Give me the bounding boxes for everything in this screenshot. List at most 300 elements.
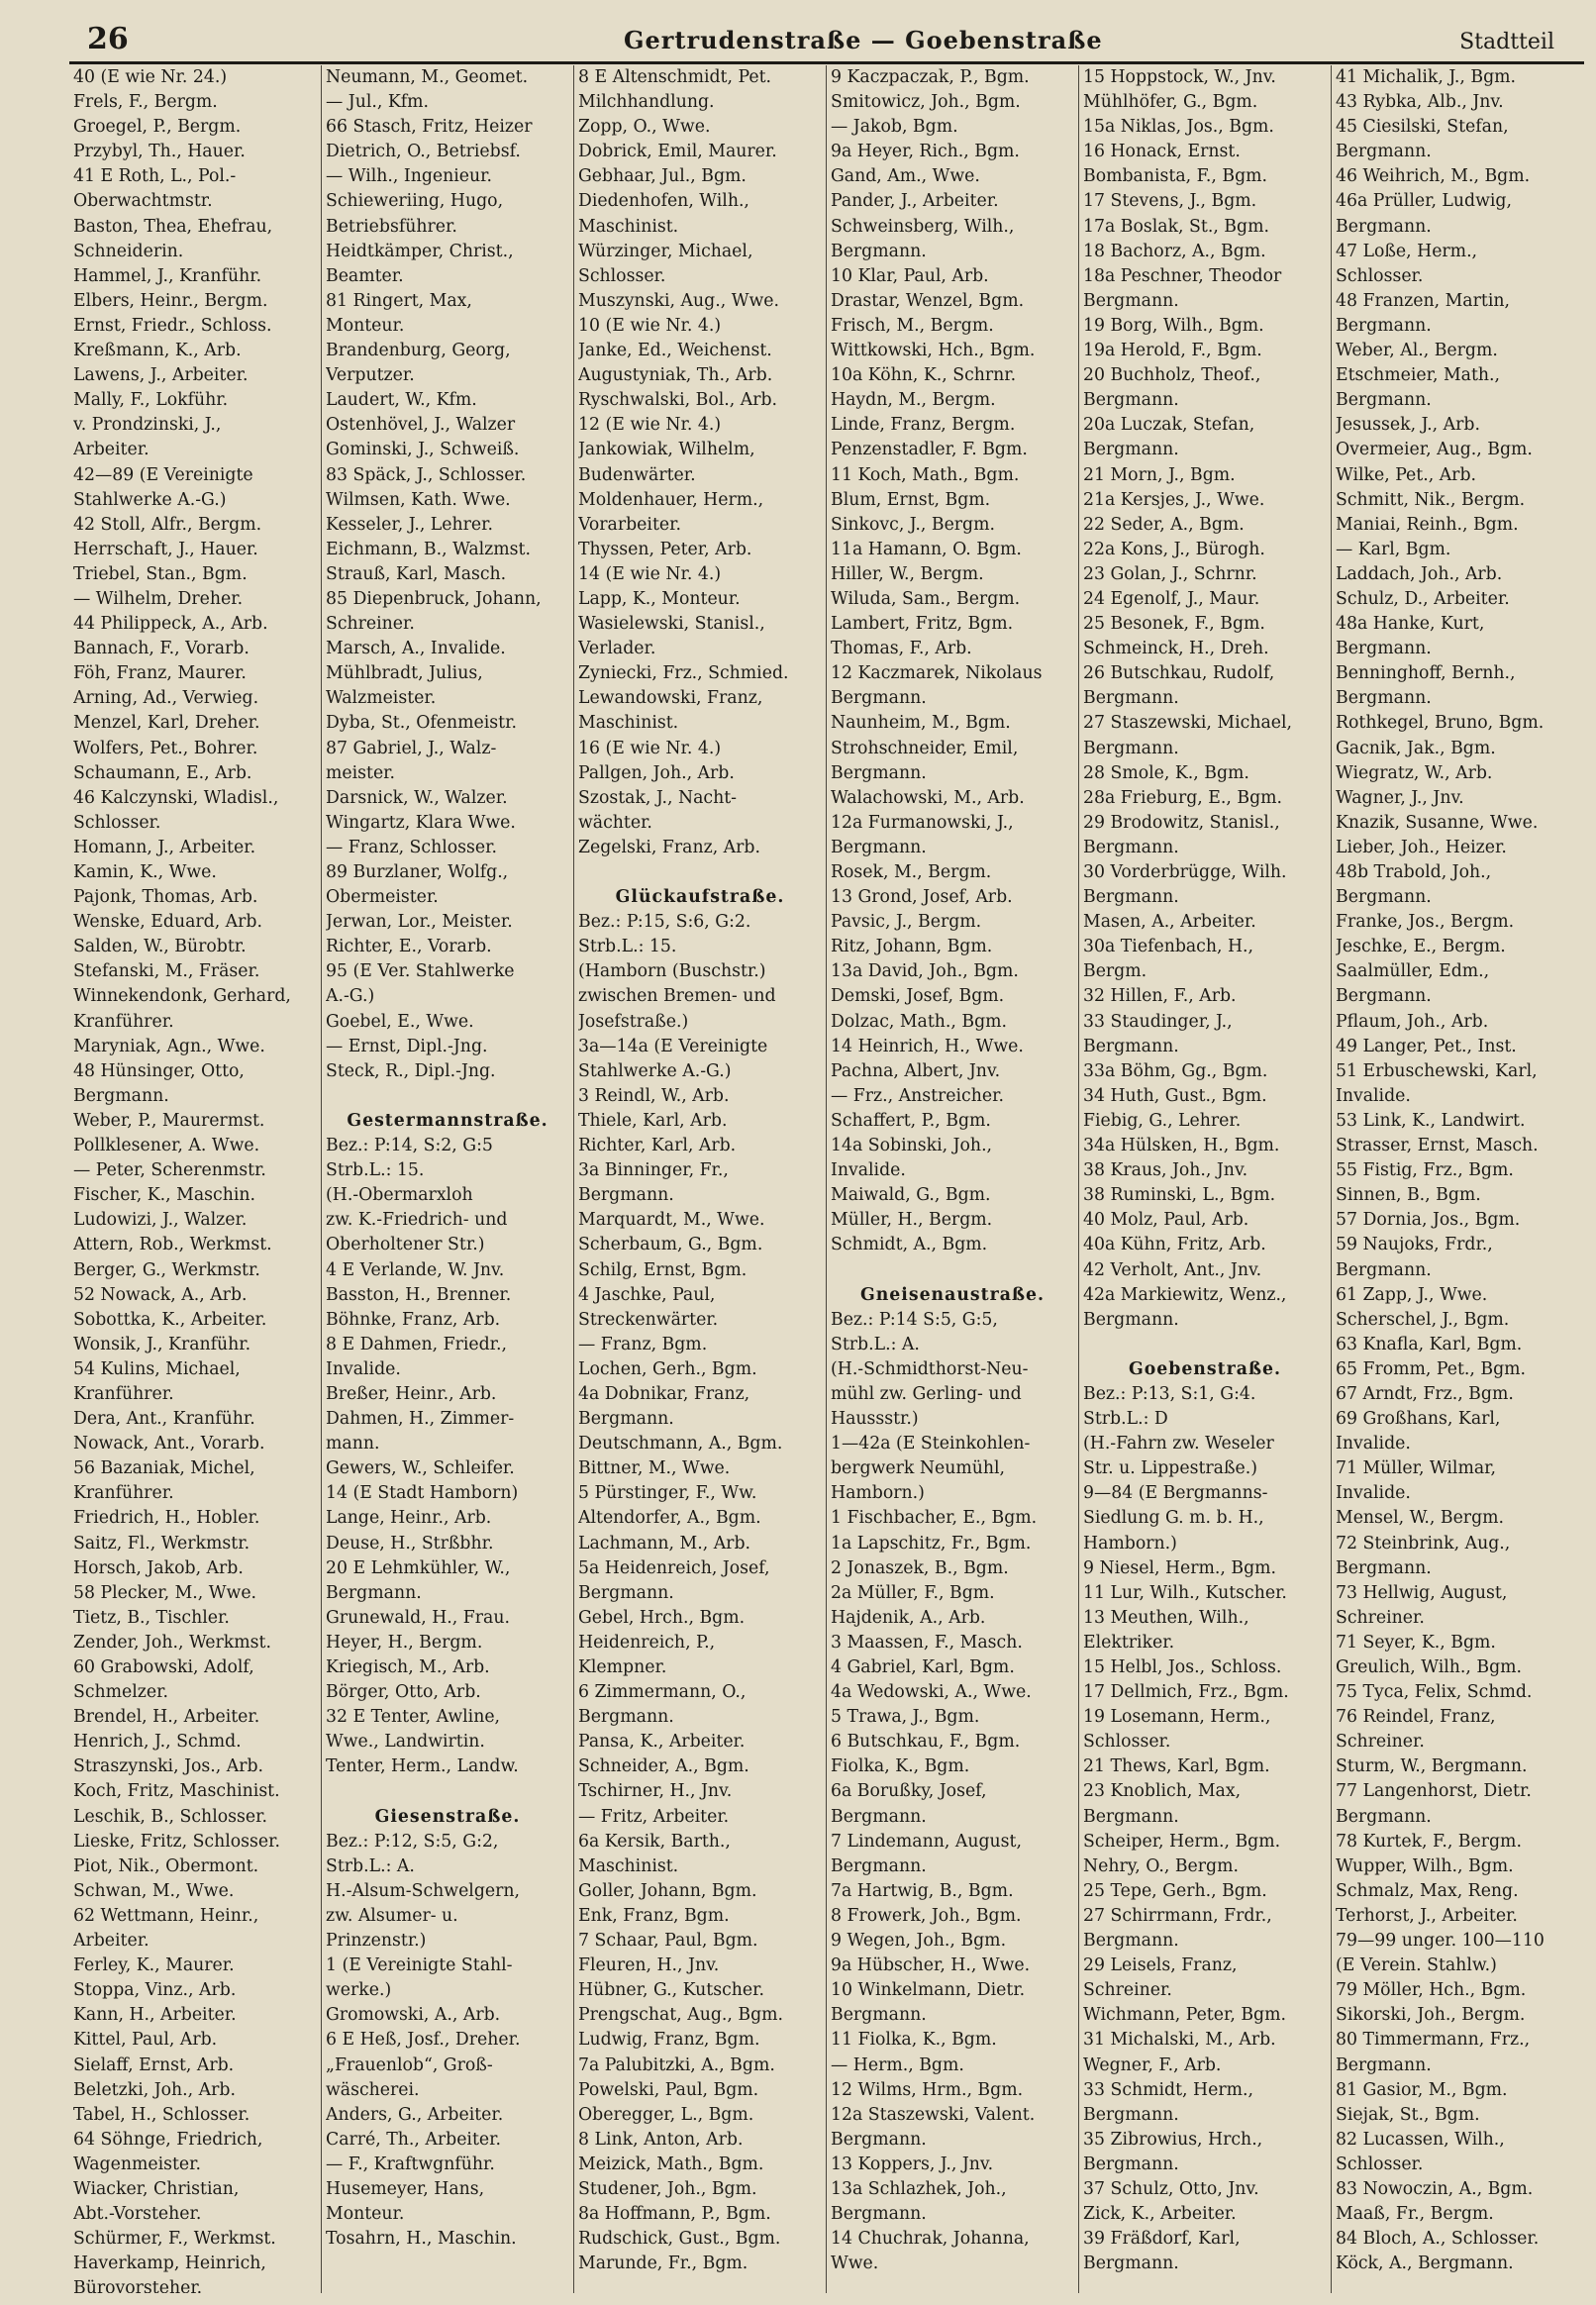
directory-entry: Tabel, H., Schlosser. xyxy=(73,2104,250,2125)
directory-entry: Basston, H., Brenner. xyxy=(326,1284,512,1305)
directory-entry: 45 Ciesilski, Stefan, xyxy=(1336,117,1509,138)
directory-entry: Schlosser. xyxy=(73,812,161,833)
directory-entry: 6a Borußky, Josef, xyxy=(831,1781,987,1802)
directory-entry: 3 Reindl, W., Arb. xyxy=(578,1085,730,1106)
directory-entry: Invalide. xyxy=(1336,1085,1411,1106)
directory-entry: Zyniecki, Frz., Schmied. xyxy=(578,663,789,684)
directory-entry: Schmeinck, H., Dreh. xyxy=(1083,639,1269,659)
directory-entry: Laudert, W., Kfm. xyxy=(326,390,477,411)
directory-entry: Schreiner. xyxy=(1336,1732,1425,1753)
directory-entry: Rosek, M., Bergm. xyxy=(831,862,992,882)
directory-entry: Lawens, J., Arbeiter. xyxy=(73,365,249,386)
directory-entry: 26 Butschkau, Rudolf, xyxy=(1083,663,1275,684)
directory-entry: 32 E Tenter, Awline, xyxy=(326,1707,501,1728)
directory-entry: Schilg, Ernst, Bgm. xyxy=(578,1259,748,1280)
directory-entry: Goller, Johann, Bgm. xyxy=(578,1880,757,1901)
directory-entry: 83 Späck, J., Schlosser. xyxy=(326,464,527,485)
directory-entry: Wiacker, Christian, xyxy=(73,2178,240,2199)
directory-entry: zwischen Bremen- und xyxy=(578,986,776,1007)
directory-entry: Oberegger, L., Bgm. xyxy=(578,2104,754,2125)
directory-entry: 6 Butschkau, F., Bgm. xyxy=(831,1732,1021,1753)
directory-entry: 42a Markiewitz, Wenz., xyxy=(1083,1284,1287,1305)
directory-entry: Elektriker. xyxy=(1083,1632,1175,1653)
directory-entry: 20 E Lehmkühler, W., xyxy=(326,1557,511,1578)
directory-entry: Maryniak, Agn., Wwe. xyxy=(73,1036,265,1056)
directory-entry: Bergmann. xyxy=(1336,142,1432,162)
directory-entry: Przybyl, Th., Hauer. xyxy=(73,142,246,162)
directory-entry: 27 Schirrmann, Frdr., xyxy=(1083,1905,1272,1926)
directory-entry: 28 Smole, K., Bgm. xyxy=(1083,762,1249,783)
directory-entry: 8 Frowerk, Joh., Bgm. xyxy=(831,1905,1022,1926)
directory-entry: Dobrick, Emil, Maurer. xyxy=(578,142,777,162)
directory-entry: Rothkegel, Bruno, Bgm. xyxy=(1336,713,1545,734)
directory-entry: 67 Arndt, Frz., Bgm. xyxy=(1336,1383,1514,1404)
directory-entry: 40 (E wie Nr. 24.) xyxy=(73,67,228,87)
directory-entry: Neumann, M., Geomet. xyxy=(326,67,529,87)
directory-entry: 64 Söhnge, Friedrich, xyxy=(73,2129,263,2150)
directory-entry: Saalmüller, Edm., xyxy=(1336,961,1490,982)
directory-entry: Arning, Ad., Verwieg. xyxy=(73,688,259,709)
directory-entry: wächter. xyxy=(578,812,652,833)
directory-entry: 95 (E Ver. Stahlwerke xyxy=(326,961,515,982)
directory-entry: 15 Hoppstock, W., Jnv. xyxy=(1083,67,1276,87)
directory-entry: Hammel, J., Kranführ. xyxy=(73,265,262,286)
directory-entry: Kriegisch, M., Arb. xyxy=(326,1657,490,1677)
directory-entry: — Wilh., Ingenieur. xyxy=(326,166,493,187)
directory-entry: Invalide. xyxy=(1336,1483,1411,1504)
directory-entry: Verputzer. xyxy=(326,365,415,386)
directory-entry: 43 Rybka, Alb., Jnv. xyxy=(1336,92,1504,113)
directory-entry: Zegelski, Franz, Arb. xyxy=(578,837,760,857)
directory-entry: Lambert, Fritz, Bgm. xyxy=(831,614,1014,635)
directory-entry: Attern, Rob., Werkmst. xyxy=(73,1235,272,1255)
directory-entry: Wilmsen, Kath. Wwe. xyxy=(326,489,511,510)
directory-entry: 25 Tepe, Gerh., Bgm. xyxy=(1083,1880,1267,1901)
directory-entry: 38 Ruminski, L., Bgm. xyxy=(1083,1185,1276,1206)
directory-entry: Dolzac, Math., Bgm. xyxy=(831,1011,1008,1032)
directory-entry: H.-Alsum-Schwelgern, xyxy=(326,1880,521,1901)
directory-column xyxy=(1332,65,1584,2293)
spacer xyxy=(326,1779,569,1804)
directory-entry: Benninghoff, Bernh., xyxy=(1336,663,1516,684)
directory-entry: Zick, K., Arbeiter. xyxy=(1083,2204,1237,2225)
directory-entry: Lieske, Fritz, Schlosser. xyxy=(73,1831,280,1852)
directory-entry: Weber, Al., Bergm. xyxy=(1336,341,1498,361)
directory-entry: Salden, W., Bürobtr. xyxy=(73,937,247,957)
directory-entry: Muszynski, Aug., Wwe. xyxy=(578,290,779,311)
directory-entry: Bergmann. xyxy=(578,1582,674,1603)
directory-entry: Bergmann. xyxy=(1336,1806,1432,1827)
directory-entry: Jankowiak, Wilhelm, xyxy=(578,440,755,460)
directory-entry: 4a Dobnikar, Franz, xyxy=(578,1383,750,1404)
directory-entry: Bittner, M., Wwe. xyxy=(578,1458,731,1479)
directory-entry: Demski, Josef, Bgm. xyxy=(831,986,1005,1007)
directory-entry: zw. Alsumer- u. xyxy=(326,1905,458,1926)
directory-entry: Invalide. xyxy=(1336,1434,1411,1454)
directory-entry: 48 Hünsinger, Otto, xyxy=(73,1060,245,1081)
directory-entry: 24 Egenolf, J., Maur. xyxy=(1083,588,1260,609)
directory-entry: — Wilhelm, Dreher. xyxy=(73,588,244,609)
directory-entry: Kesseler, J., Lehrer. xyxy=(326,514,493,535)
directory-entry: Invalide. xyxy=(831,1160,906,1181)
directory-entry: zw. K.-Friedrich- und xyxy=(326,1210,508,1231)
directory-entry: Prengschat, Aug., Bgm. xyxy=(578,2005,784,2026)
directory-entry: 13a Schlazhek, Joh., xyxy=(831,2178,1007,2199)
directory-entry: Bergmann. xyxy=(1083,2104,1179,2125)
directory-entry: Oberholtener Str.) xyxy=(326,1235,485,1255)
directory-entry: 34 Huth, Gust., Bgm. xyxy=(1083,1085,1267,1106)
directory-entry: 11 Lur, Wilh., Kutscher. xyxy=(1083,1582,1287,1603)
directory-entry: Monteur. xyxy=(326,315,405,336)
directory-entry: 14 (E Stadt Hamborn) xyxy=(326,1483,519,1504)
directory-entry: Kranführer. xyxy=(73,1011,174,1032)
directory-entry: Hiller, W., Bergm. xyxy=(831,563,984,584)
directory-entry: 77 Langenhorst, Dietr. xyxy=(1336,1781,1532,1802)
directory-entry: 79 Möller, Hch., Bgm. xyxy=(1336,1980,1527,2001)
directory-entry: 7 Schaar, Paul, Bgm. xyxy=(578,1931,758,1952)
directory-entry: 14 Heinrich, H., Wwe. xyxy=(831,1036,1024,1056)
directory-entry: Stahlwerke A.-G.) xyxy=(578,1060,732,1081)
directory-entry: 9a Heyer, Rich., Bgm. xyxy=(831,142,1020,162)
directory-entry: v. Prondzinski, J., xyxy=(73,415,222,436)
directory-entry: Mühlbradt, Julius, xyxy=(326,663,483,684)
directory-entry: 8 Link, Anton, Arb. xyxy=(578,2129,744,2150)
directory-entry: 14 (E wie Nr. 4.) xyxy=(578,563,722,584)
directory-entry: Bergmann. xyxy=(578,1707,674,1728)
directory-entry: Bergmann. xyxy=(326,1582,422,1603)
directory-entry: Obermeister. xyxy=(326,887,439,908)
directory-entry: 41 Michalik, J., Bgm. xyxy=(1336,67,1517,87)
directory-entry: 13 Grond, Josef, Arb. xyxy=(831,887,1013,908)
directory-entry: 22 Seder, A., Bgm. xyxy=(1083,514,1245,535)
directory-entry: Bergmann. xyxy=(1083,738,1179,758)
directory-entry: Scherbaum, G., Bgm. xyxy=(578,1235,763,1255)
directory-entry: Wegner, F., Arb. xyxy=(1083,2054,1222,2075)
directory-entry: Kann, H., Arbeiter. xyxy=(73,2005,237,2026)
directory-entry: 56 Bazaniak, Michel, xyxy=(73,1458,255,1479)
directory-entry: 29 Leisels, Franz, xyxy=(1083,1955,1238,1976)
directory-entry: Bürovorsteher. xyxy=(73,2278,203,2293)
directory-entry: Schlosser. xyxy=(1336,2154,1424,2174)
directory-entry: Stefanski, M., Fräser. xyxy=(73,961,260,982)
directory-entry: 62 Wettmann, Heinr., xyxy=(73,1905,259,1926)
directory-entry: Bergmann. xyxy=(578,1409,674,1430)
directory-column xyxy=(574,65,827,2293)
directory-entry: 15 Helbl, Jos., Schloss. xyxy=(1083,1657,1282,1677)
directory-entry: — Karl, Bgm. xyxy=(1336,539,1451,559)
directory-entry: Darsnick, W., Walzer. xyxy=(326,787,508,808)
directory-entry: werke.) xyxy=(326,1980,392,2001)
directory-entry: Bergmann. xyxy=(1336,315,1432,336)
directory-entry: 46 Weihrich, M., Bgm. xyxy=(1336,166,1531,187)
directory-entry: Enk, Franz, Bgm. xyxy=(578,1905,730,1926)
directory-entry: 80 Timmermann, Frz., xyxy=(1336,2030,1531,2051)
directory-entry: 20 Buchholz, Theof., xyxy=(1083,365,1261,386)
directory-entry: Maiwald, G., Bgm. xyxy=(831,1185,991,1206)
directory-entry: 42 Stoll, Alfr., Bergm. xyxy=(73,514,262,535)
directory-entry: Hamborn.) xyxy=(1083,1533,1177,1553)
directory-entry: 8 E Dahmen, Friedr., xyxy=(326,1334,508,1354)
directory-entry: 30 Vorderbrügge, Wilh. xyxy=(1083,862,1287,882)
directory-entry: 61 Zapp, J., Wwe. xyxy=(1336,1284,1488,1305)
directory-column xyxy=(827,65,1079,2293)
directory-entry: 35 Zibrowius, Hrch., xyxy=(1083,2129,1263,2150)
directory-entry: (E Verein. Stahlw.) xyxy=(1336,1955,1497,1976)
directory-entry: Augustyniak, Th., Arb. xyxy=(578,365,773,386)
directory-entry: Strb.L.: 15. xyxy=(578,937,677,957)
directory-entry: Weber, P., Maurermst. xyxy=(73,1110,265,1131)
directory-entry: Bez.: P:14 S:5, G:5, xyxy=(831,1309,998,1330)
directory-entry: Bergmann. xyxy=(1083,2254,1179,2274)
directory-entry: Gominski, J., Schweiß. xyxy=(326,440,520,460)
directory-entry: Koch, Fritz, Maschinist. xyxy=(73,1781,280,1802)
directory-entry: A.-G.) xyxy=(326,986,375,1007)
directory-entry: 46a Prüller, Ludwig, xyxy=(1336,191,1512,212)
directory-entry: 1a Lapschitz, Fr., Bgm. xyxy=(831,1533,1032,1553)
directory-entry: 34a Hülsken, H., Bgm. xyxy=(1083,1136,1280,1156)
directory-entry: Budenwärter. xyxy=(578,464,696,485)
directory-entry: Monteur. xyxy=(326,2204,405,2225)
directory-entry: Wwe., Landwirtin. xyxy=(326,1732,485,1753)
directory-entry: Verlader. xyxy=(578,639,656,659)
directory-entry: Sturm, W., Bergmann. xyxy=(1336,1756,1528,1777)
directory-entry: 23 Knoblich, Max, xyxy=(1083,1781,1242,1802)
directory-entry: 82 Lucassen, Wilh., xyxy=(1336,2129,1505,2150)
directory-entry: 2a Müller, F., Bgm. xyxy=(831,1582,995,1603)
directory-entry: Strohschneider, Emil, xyxy=(831,738,1019,758)
directory-entry: Str. u. Lippestraße.) xyxy=(1083,1458,1257,1479)
directory-entry: Heidenreich, P., xyxy=(578,1632,716,1653)
directory-entry: Overmeier, Aug., Bgm. xyxy=(1336,440,1533,460)
directory-entry: Strasser, Ernst, Masch. xyxy=(1336,1136,1539,1156)
directory-entry: 3a Binninger, Fr., xyxy=(578,1160,729,1181)
directory-entry: 76 Reindel, Franz, xyxy=(1336,1707,1496,1728)
directory-entry: 7a Palubitzki, A., Bgm. xyxy=(578,2054,775,2075)
directory-entry: 38 Kraus, Joh., Jnv. xyxy=(1083,1160,1248,1181)
directory-entry: Gebhaar, Jul., Bgm. xyxy=(578,166,747,187)
directory-entry: Wagner, J., Jnv. xyxy=(1336,787,1464,808)
directory-entry: Etschmeier, Math., xyxy=(1336,365,1501,386)
directory-entry: Bergmann. xyxy=(1336,986,1432,1007)
directory-entry: 5a Heidenreich, Josef, xyxy=(578,1557,770,1578)
directory-entry: Carré, Th., Arbeiter. xyxy=(326,2129,501,2150)
directory-entry: Kranführer. xyxy=(73,1483,174,1504)
directory-entry: Richter, Karl, Arb. xyxy=(578,1136,737,1156)
directory-entry: Bergmann. xyxy=(1336,688,1432,709)
directory-entry: Sinkovc, J., Bergm. xyxy=(831,514,995,535)
street-heading: Goebenstraße. xyxy=(1128,1358,1282,1379)
running-head-district: Stadtteil xyxy=(1459,30,1554,54)
directory-entry: 66 Stasch, Fritz, Heizer xyxy=(326,117,533,138)
directory-entry: Dietrich, O., Betriebsf. xyxy=(326,142,521,162)
directory-entry: wäscherei. xyxy=(326,2079,420,2100)
directory-entry: Laddach, Joh., Arb. xyxy=(1336,563,1503,584)
directory-entry: 9 Kaczpaczak, P., Bgm. xyxy=(831,67,1030,87)
directory-entry: Schlosser. xyxy=(1336,265,1424,286)
directory-entry: Gacnik, Jak., Bgm. xyxy=(1336,738,1496,758)
directory-entry: Pander, J., Arbeiter. xyxy=(831,191,999,212)
directory-entry: 8a Hoffmann, P., Bgm. xyxy=(578,2204,771,2225)
directory-entry: Gromowski, A., Arb. xyxy=(326,2005,501,2026)
directory-entry: (H.-Fahrn zw. Weseler xyxy=(1083,1434,1274,1454)
directory-entry: 6 Zimmermann, O., xyxy=(578,1682,747,1703)
directory-entry: Greulich, Wilh., Bgm. xyxy=(1336,1657,1523,1677)
directory-entry: Bergm. xyxy=(1083,961,1147,982)
directory-entry: Fiebig, G., Lehrer. xyxy=(1083,1110,1242,1131)
directory-entry: Ritz, Johann, Bgm. xyxy=(831,937,993,957)
directory-entry: 17a Boslak, St., Bgm. xyxy=(1083,216,1269,237)
directory-entry: Bergmann. xyxy=(1336,2054,1432,2075)
directory-entry: 41 E Roth, L., Pol.- xyxy=(73,166,237,187)
directory-entry: Föh, Franz, Maurer. xyxy=(73,663,247,684)
directory-entry: 14a Sobinski, Joh., xyxy=(831,1136,993,1156)
directory-entry: 13 Meuthen, Wilh., xyxy=(1083,1607,1249,1628)
directory-entry: Wilke, Pet., Arb. xyxy=(1336,464,1476,485)
directory-entry: 19 Losemann, Herm., xyxy=(1083,1707,1271,1728)
directory-entry: — Franz, Schlosser. xyxy=(326,837,497,857)
directory-entry: Strb.L.: D xyxy=(1083,1409,1168,1430)
directory-entry: Zender, Joh., Werkmst. xyxy=(73,1632,271,1653)
directory-entry: 48 Franzen, Martin, xyxy=(1336,290,1510,311)
directory-entry: Scherschel, J., Bgm. xyxy=(1336,1309,1510,1330)
directory-entry: 81 Gasior, M., Bgm. xyxy=(1336,2079,1508,2100)
directory-entry: 4 Gabriel, Karl, Bgm. xyxy=(831,1657,1015,1677)
directory-entry: Strb.L.: A. xyxy=(831,1334,920,1354)
directory-entry: 87 Gabriel, J., Walz- xyxy=(326,738,497,758)
directory-entry: 22a Kons, J., Bürogh. xyxy=(1083,539,1265,559)
directory-entry: Piot, Nik., Obermont. xyxy=(73,1855,259,1876)
directory-entry: 9 Niesel, Herm., Bgm. xyxy=(1083,1557,1277,1578)
directory-entry: Bergmann. xyxy=(1083,1036,1179,1056)
directory-entry: Schneider, A., Bgm. xyxy=(578,1756,749,1777)
directory-entry: Müller, H., Bergm. xyxy=(831,1210,993,1231)
directory-entry: Bergmann. xyxy=(73,1085,169,1106)
directory-entry: Schmidt, A., Bgm. xyxy=(831,1235,988,1255)
directory-entry: Hajdenik, A., Arb. xyxy=(831,1607,986,1628)
directory-entry: Anders, G., Arbeiter. xyxy=(326,2104,504,2125)
directory-entry: Knazik, Susanne, Wwe. xyxy=(1336,812,1539,833)
directory-entry: Jeschke, E., Bergm. xyxy=(1336,937,1506,957)
directory-entry: 3 Maassen, F., Masch. xyxy=(831,1632,1023,1653)
directory-entry: Schweinsberg, Wilh., xyxy=(831,216,1015,237)
directory-entry: Baston, Thea, Ehefrau, xyxy=(73,216,273,237)
directory-entry: 11 Koch, Math., Bgm. xyxy=(831,464,1020,485)
directory-entry: 1—42a (E Steinkohlen- xyxy=(831,1434,1031,1454)
directory-entry: Klempner. xyxy=(578,1657,667,1677)
directory-entry: 21 Morn, J., Bgm. xyxy=(1083,464,1236,485)
directory-entry: 63 Knafla, Karl, Bgm. xyxy=(1336,1334,1523,1354)
directory-entry: Siejak, St., Bgm. xyxy=(1336,2104,1480,2125)
directory-entry: (Hamborn (Buschstr.) xyxy=(578,961,766,982)
directory-entry: Josefstraße.) xyxy=(578,1011,689,1032)
directory-entry: Deuse, H., Strßbhr. xyxy=(326,1533,494,1553)
directory-entry: Wonsik, J., Kranführ. xyxy=(73,1334,251,1354)
directory-entry: Richter, E., Vorarb. xyxy=(326,937,492,957)
directory-entry: 37 Schulz, Otto, Jnv. xyxy=(1083,2178,1259,2199)
directory-entry: 4a Wedowski, A., Wwe. xyxy=(831,1682,1032,1703)
street-heading: Gestermannstraße. xyxy=(347,1110,549,1131)
directory-entry: Mühlhöfer, G., Bgm. xyxy=(1083,92,1258,113)
directory-entry: Naunheim, M., Bgm. xyxy=(831,713,1011,734)
directory-entry: 9a Hübscher, H., Wwe. xyxy=(831,1955,1031,1976)
directory-entry: Bergmann. xyxy=(1083,688,1179,709)
directory-entry: 42—89 (E Vereinigte xyxy=(73,464,253,485)
directory-entry: 3a—14a (E Vereinigte xyxy=(578,1036,768,1056)
directory-entry: Wiegratz, W., Arb. xyxy=(1336,762,1493,783)
directory-entry: 78 Kurtek, F., Bergm. xyxy=(1336,1831,1522,1852)
directory-entry: 81 Ringert, Max, xyxy=(326,290,472,311)
directory-entry: Milchhandlung. xyxy=(578,92,715,113)
directory-entry: Lieber, Joh., Heizer. xyxy=(1336,837,1507,857)
directory-entry: Steck, R., Dipl.-Jng. xyxy=(326,1060,496,1081)
directory-entry: Dyba, St., Ofenmeistr. xyxy=(326,713,517,734)
directory-entry: 5 Trawa, J., Bgm. xyxy=(831,1707,980,1728)
directory-entry: 31 Michalski, M., Arb. xyxy=(1083,2030,1276,2051)
directory-entry: Lapp, K., Monteur. xyxy=(578,588,741,609)
directory-entry: Groegel, P., Bergm. xyxy=(73,117,242,138)
directory-entry: — Franz, Bgm. xyxy=(578,1334,708,1354)
directory-entry: Gand, Am., Wwe. xyxy=(831,166,980,187)
directory-entry: „Frauenlob“, Groß- xyxy=(326,2054,493,2075)
directory-entry: Lochen, Gerh., Bgm. xyxy=(578,1358,757,1379)
directory-entry: 32 Hillen, F., Arb. xyxy=(1083,986,1237,1007)
directory-entry: Schaumann, E., Arb. xyxy=(73,762,252,783)
directory-entry: Bergmann. xyxy=(831,2129,927,2150)
directory-entry: Schreiner. xyxy=(326,614,415,635)
directory-entry: Brendel, H., Arbeiter. xyxy=(73,1707,260,1728)
directory-entry: 11 Fiolka, K., Bgm. xyxy=(831,2030,997,2051)
directory-column xyxy=(1079,65,1332,2293)
directory-entry: 71 Müller, Wilmar, xyxy=(1336,1458,1496,1479)
directory-entry: Ernst, Friedr., Schloss. xyxy=(73,315,272,336)
directory-entry: 21 Thews, Karl, Bgm. xyxy=(1083,1756,1270,1777)
directory-entry: Goebel, E., Wwe. xyxy=(326,1011,474,1032)
directory-entry: — Frz., Anstreicher. xyxy=(831,1085,1004,1106)
directory-entry: Haydn, M., Bergm. xyxy=(831,390,996,411)
directory-entry: Straszynski, Jos., Arb. xyxy=(73,1756,264,1777)
directory-entry: Fiolka, K., Bgm. xyxy=(831,1756,970,1777)
directory-entry: Thiele, Karl, Arb. xyxy=(578,1110,728,1131)
directory-entry: 17 Dellmich, Frz., Bgm. xyxy=(1083,1682,1289,1703)
directory-entry: Ferley, K., Maurer. xyxy=(73,1955,235,1976)
directory-entry: Thomas, F., Arb. xyxy=(831,639,972,659)
directory-entry: 2 Jonaszek, B., Bgm. xyxy=(831,1557,1009,1578)
directory-entry: 58 Plecker, M., Wwe. xyxy=(73,1582,257,1603)
directory-entry: Maniai, Reinh., Bgm. xyxy=(1336,514,1519,535)
directory-entry: Marquardt, M., Wwe. xyxy=(578,1210,765,1231)
directory-entry: 8 E Altenschmidt, Pet. xyxy=(578,67,772,87)
directory-entry: Bergmann. xyxy=(1336,887,1432,908)
directory-entry: Vorarbeiter. xyxy=(578,514,681,535)
directory-entry: Studener, Joh., Bgm. xyxy=(578,2178,757,2199)
directory-entry: 13a David, Joh., Bgm. xyxy=(831,961,1019,982)
directory-entry: Janke, Ed., Weichenst. xyxy=(578,341,772,361)
directory-entry: 15a Niklas, Jos., Bgm. xyxy=(1083,117,1274,138)
directory-entry: 27 Staszewski, Michael, xyxy=(1083,713,1292,734)
directory-entry: Arbeiter. xyxy=(73,440,150,460)
directory-entry: Börger, Otto, Arb. xyxy=(326,1682,481,1703)
directory-entry: Bergmann. xyxy=(1336,216,1432,237)
directory-entry: Invalide. xyxy=(326,1358,401,1379)
directory-entry: Schwan, M., Wwe. xyxy=(73,1880,235,1901)
directory-entry: 33a Böhm, Gg., Bgm. xyxy=(1083,1060,1268,1081)
directory-entry: Franke, Jos., Bergm. xyxy=(1336,912,1515,933)
directory-entry: 11a Hamann, O. Bgm. xyxy=(831,539,1022,559)
directory-entry: 65 Fromm, Pet., Bgm. xyxy=(1336,1358,1527,1379)
directory-entry: Siedlung G. m. b. H., xyxy=(1083,1508,1264,1529)
directory-entry: Szostak, J., Nacht- xyxy=(578,787,738,808)
directory-entry: Elbers, Heinr., Bergm. xyxy=(73,290,268,311)
